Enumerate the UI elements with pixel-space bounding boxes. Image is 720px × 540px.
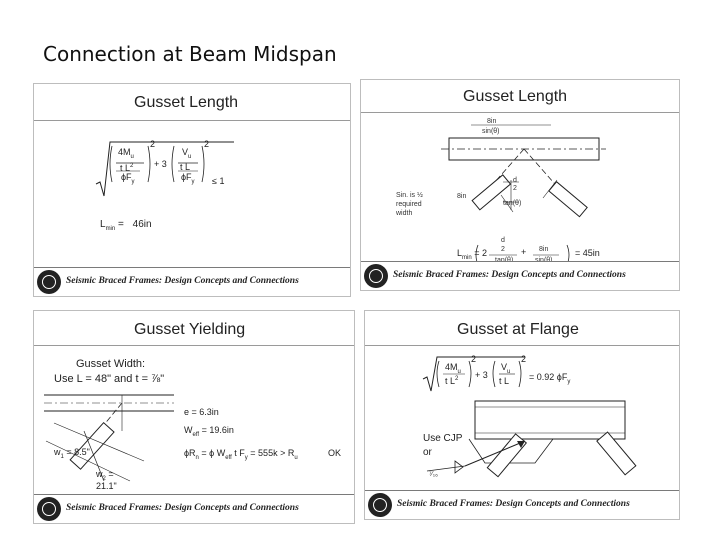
footer-text: Seismic Braced Frames: Design Concepts and Connections	[393, 270, 626, 280]
f2-den: 2	[501, 246, 505, 253]
w1-value: $w_1 = 8.5$"	[54, 447, 90, 460]
slide-footer	[34, 267, 350, 296]
formula-tl2: t $L^2$	[120, 163, 134, 173]
side-8in: 8in	[457, 193, 467, 200]
w2-value: $w_2$ =	[96, 469, 114, 482]
formula-mu: $4M_u$	[445, 362, 461, 375]
slide-gusset-length-formula	[33, 83, 351, 297]
slide-title: Gusset at Flange	[457, 321, 579, 338]
slide-title: Gusset Length	[134, 94, 239, 111]
gusset-width-label: Gusset Width:	[76, 358, 146, 370]
f2-num: d	[501, 237, 505, 244]
lmin-result: $L_{min} = 46in$	[100, 219, 152, 232]
rn-equation: $\phi R_n = \phi$ $W_{eff}$ t $F_y = 555k > R_u$	[184, 448, 298, 461]
formula-mu: $4M_u$	[118, 147, 134, 160]
aisc-logo-icon	[364, 264, 388, 288]
weld-size: ⁷⁄₁₆	[429, 471, 438, 478]
slide-gusset-yielding	[33, 310, 355, 524]
weff-value: $W_{eff} = 19.6in$	[184, 425, 234, 438]
aisc-logo-icon	[368, 493, 392, 517]
formula-tl: t L	[499, 376, 510, 386]
lmin-label: $L_{min} = 2$	[457, 248, 487, 261]
formula-result: = 0.92 $\phi F_y$	[529, 372, 571, 385]
formula-phify-2: $\phi F_y$	[181, 172, 195, 185]
d-num: d	[513, 177, 517, 184]
footer-text: Seismic Braced Frames: Design Concepts and Connections	[66, 276, 299, 286]
f2-plus: +	[521, 247, 527, 257]
aisc-logo-icon	[37, 270, 61, 294]
formula-vu: $V_u$	[501, 362, 511, 375]
aisc-logo-icon	[37, 497, 61, 521]
top-dim-den: sin(θ)	[482, 128, 500, 135]
w2-number: 21.1"	[96, 481, 117, 491]
or-label: or	[423, 447, 432, 458]
gusset-yield-diagram	[34, 311, 354, 523]
formula-plus-three: + 3	[475, 370, 488, 380]
note-line-2: required	[396, 201, 422, 208]
slide-footer	[34, 494, 354, 523]
slide-title: Gusset Length	[463, 88, 568, 105]
tan-den: tan(θ)	[503, 200, 522, 207]
formula-power-1: 2	[150, 139, 156, 149]
formula-vu: $V_u$	[182, 147, 192, 160]
d-den: 2	[513, 185, 517, 192]
page-title: Connection at Beam Midspan	[43, 42, 337, 66]
beam-brace-diagram	[361, 80, 679, 290]
note-line-1: Sin. is ½	[396, 192, 423, 199]
slide-footer	[365, 490, 679, 519]
slide-footer	[361, 261, 679, 290]
formula-power-1: 2	[471, 354, 477, 364]
f2-result: = 45in	[575, 248, 600, 258]
cjp-label: Use CJP	[423, 433, 463, 444]
formula-tl: t L	[180, 162, 191, 172]
formula-phify: $\phi F_y$	[121, 172, 135, 185]
flange-diagram	[365, 311, 679, 519]
slide-gusset-at-flange	[364, 310, 680, 520]
f2-num2: 8in	[539, 246, 549, 253]
slide-gusset-length-geometry	[360, 79, 680, 291]
note-line-3: width	[396, 210, 413, 217]
ok-label: OK	[328, 448, 342, 458]
formula-plus-three: + 3	[154, 159, 167, 169]
formula-radical	[34, 84, 350, 296]
formula-power-2: 2	[521, 354, 527, 364]
formula-tl2: t $L^2$	[445, 376, 459, 386]
footer-text: Seismic Braced Frames: Design Concepts and Connections	[66, 503, 299, 513]
formula-power-2: 2	[204, 139, 210, 149]
gusset-use-line: Use L = 48" and t = ⅞"	[54, 373, 165, 385]
footer-text: Seismic Braced Frames: Design Concepts and Connections	[397, 499, 630, 509]
slide-title: Gusset Yielding	[134, 321, 246, 338]
top-dim-num: 8in	[487, 118, 497, 125]
eccentricity-value: e = 6.3in	[184, 407, 219, 417]
formula-le-one: ≤ 1	[212, 176, 225, 186]
